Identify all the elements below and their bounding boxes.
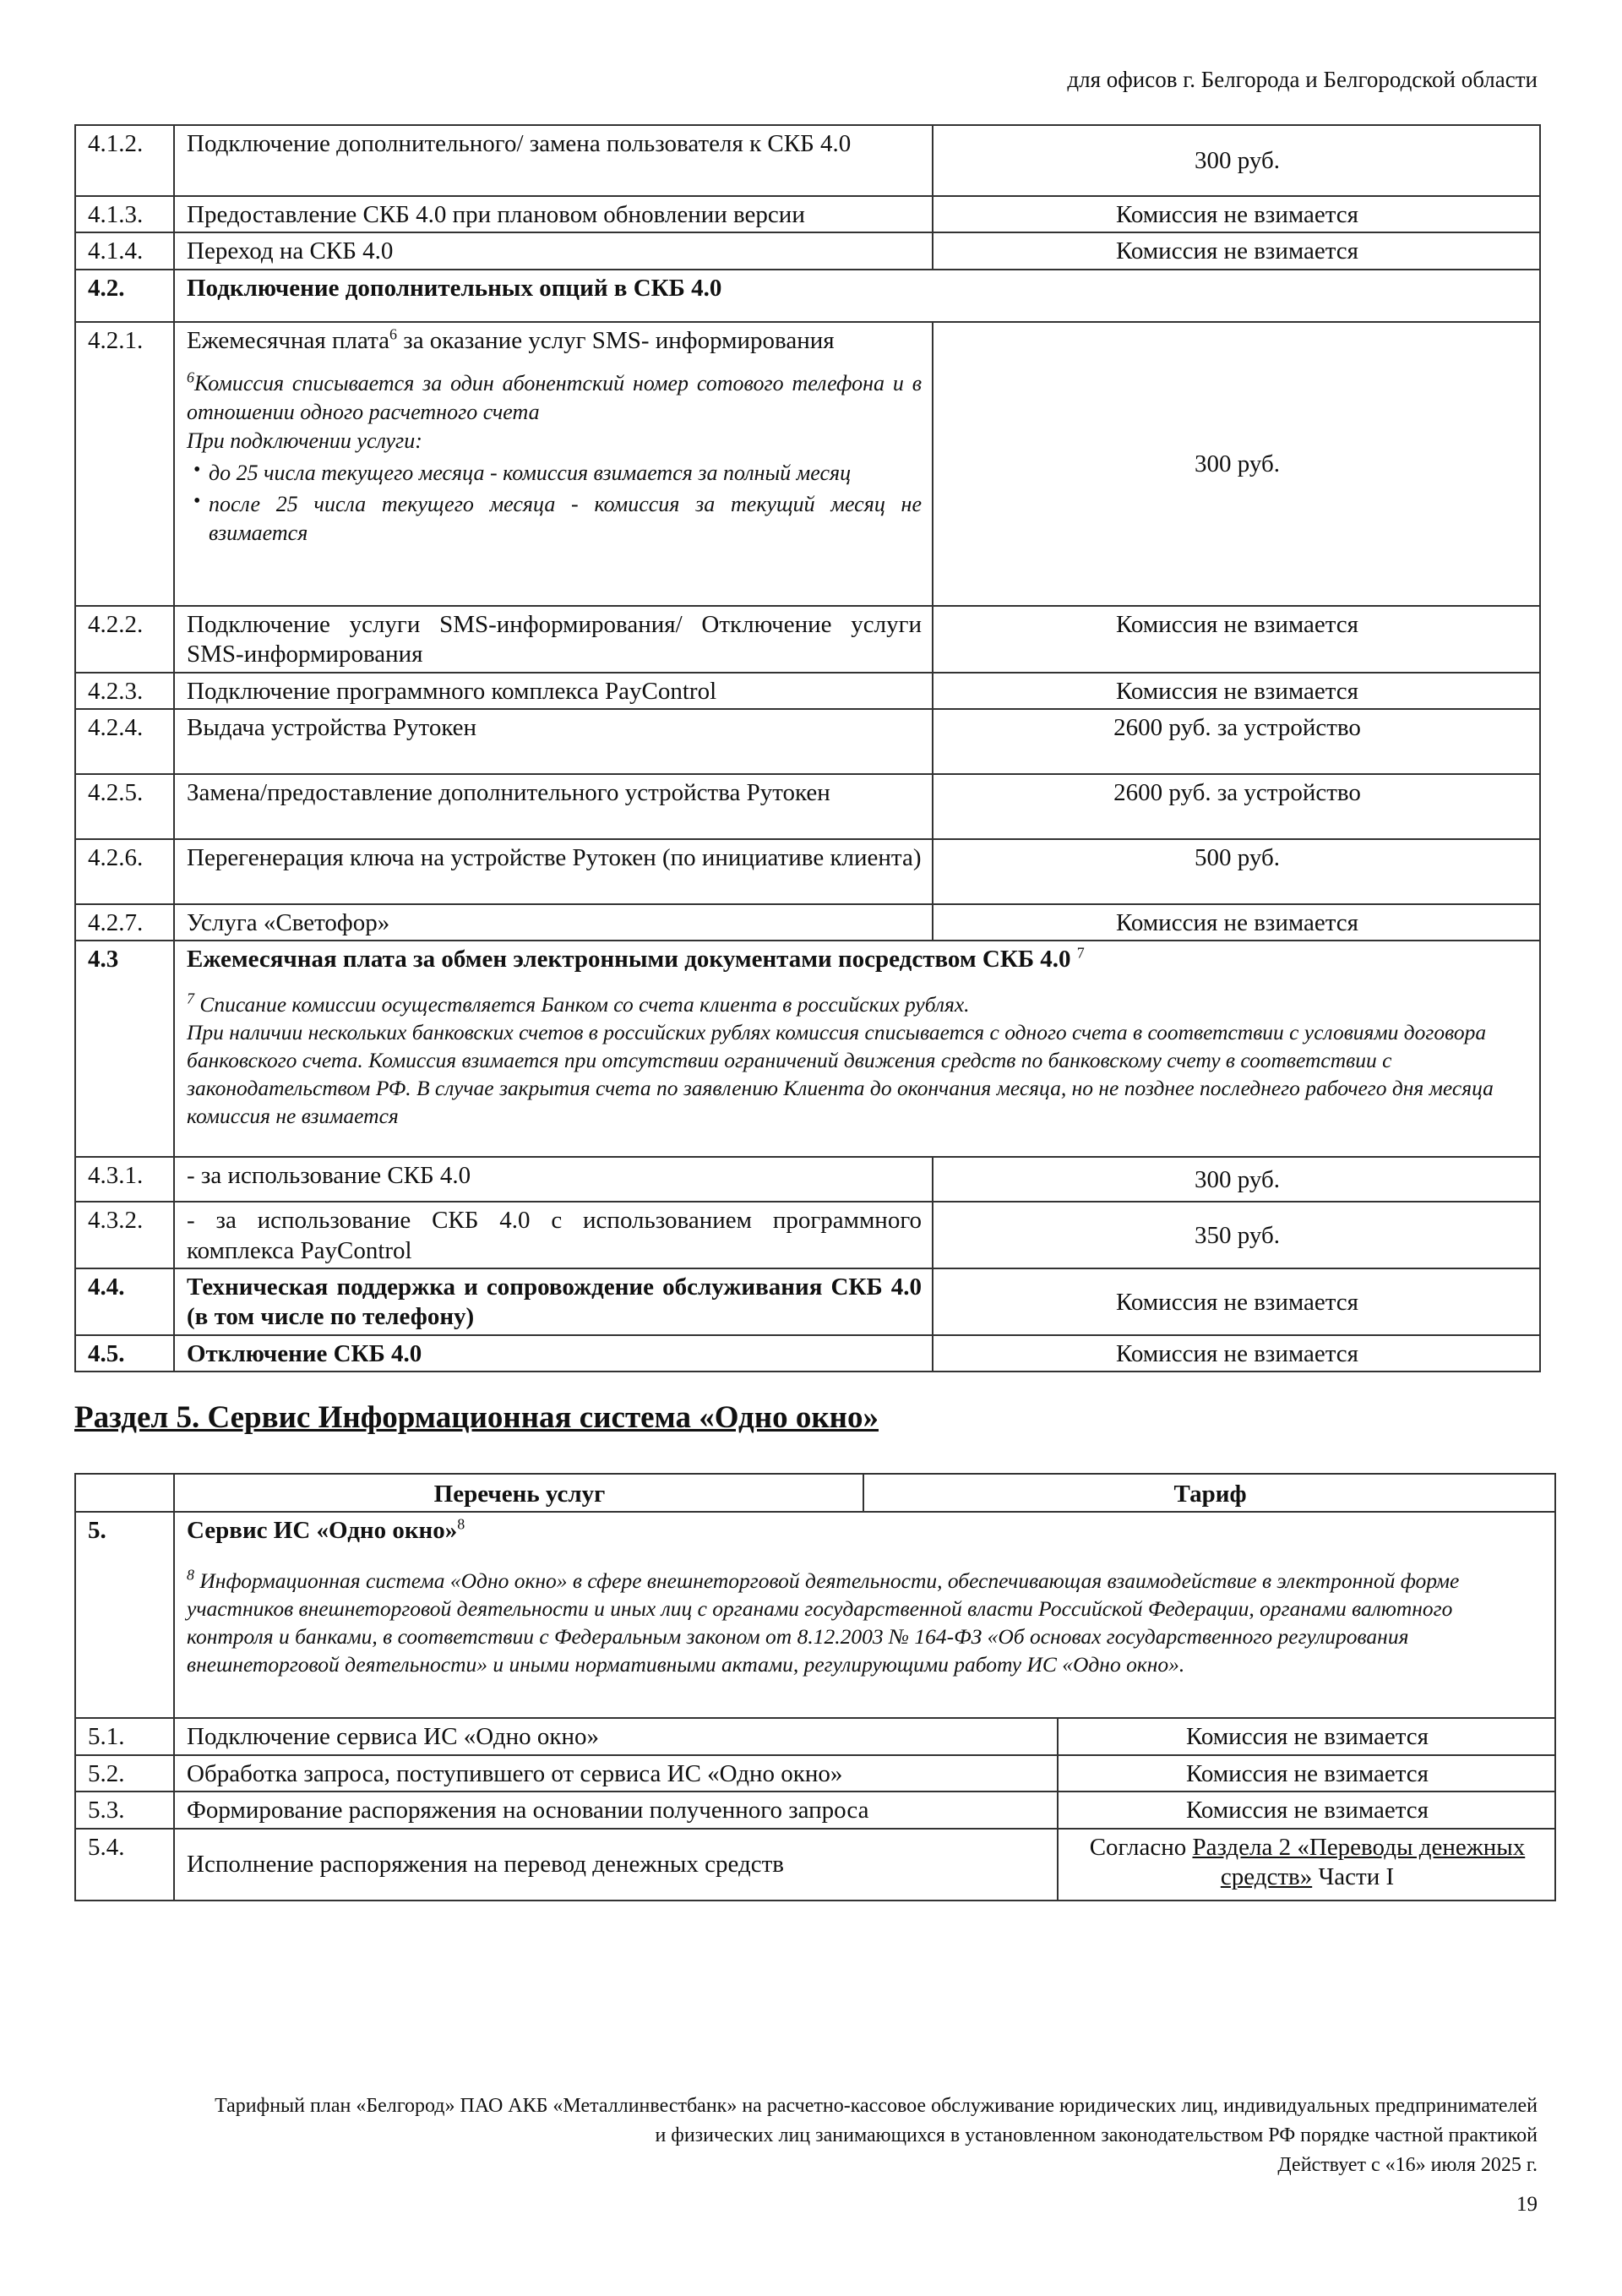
tariff-value: 300 руб.: [933, 1157, 1540, 1202]
table-row: [75, 1755, 1555, 1792]
table-row: [75, 1268, 1540, 1335]
service-name: Предоставление СКБ 4.0 при плановом обновлении версии: [174, 196, 933, 232]
row-number: 5.4.: [75, 1829, 174, 1901]
service-name: Формирование распоряжения на основании полученного запроса: [174, 1792, 1058, 1828]
tariff-value: Согласно Раздела 2 «Переводы денежных средств» Части I: [1058, 1829, 1555, 1901]
group-cell: [174, 1512, 1555, 1718]
column-header-tariff: Тариф: [863, 1474, 1555, 1512]
row-number: 4.3.1.: [75, 1157, 174, 1202]
table-row: [75, 709, 1540, 774]
table-row: [75, 673, 1540, 709]
table-row: [75, 774, 1540, 839]
service-name: Выдача устройства Рутокен: [174, 709, 933, 774]
footer-line: и физических лиц занимающихся в установленном законодательством РФ порядке частной практикой: [655, 2124, 1538, 2146]
row-number: 4.2.5.: [75, 774, 174, 839]
table-row: [75, 270, 1540, 322]
tariff-value: Комиссия не взимается: [1058, 1792, 1555, 1828]
row-number: 4.5.: [75, 1335, 174, 1372]
service-name: Подключение услуги SMS-информирования/ Отключение услуги SMS-информирования: [174, 606, 933, 673]
group-heading: Ежемесячная плата за обмен электронными документами посредством СКБ 4.0 $^7$: [187, 944, 1085, 973]
tariff-value: Комиссия не взимается: [933, 904, 1540, 941]
row-number: 4.4.: [75, 1268, 174, 1335]
footnote-subtitle: При подключении услуги:: [187, 428, 422, 453]
service-name: Техническая поддержка и сопровождение обслуживания СКБ 4.0 (в том числе по телефону): [174, 1268, 933, 1335]
table-row: [75, 1157, 1540, 1202]
row-number: 5.2.: [75, 1755, 174, 1792]
row-number: 4.2.: [75, 270, 174, 322]
row-number: 4.1.2.: [75, 125, 174, 196]
row-number: 5.3.: [75, 1792, 174, 1828]
group-cell: [174, 941, 1540, 1157]
column-header-services: Перечень услуг: [174, 1474, 863, 1512]
table-row: [75, 1792, 1555, 1828]
service-name: Перегенерация ключа на устройстве Рутокен (по инициативе клиента): [174, 839, 933, 904]
service-name: Замена/предоставление дополнительного устройства Рутокен: [174, 774, 933, 839]
row-number: 5.1.: [75, 1718, 174, 1754]
footnote-bullet: • до 25 числа текущего месяца - комиссия взимается за полный месяц: [187, 459, 922, 488]
tariff-value: Комиссия не взимается: [933, 1335, 1540, 1372]
table-row: [75, 1335, 1540, 1372]
tariff-value: 350 руб.: [933, 1202, 1540, 1268]
row-number: 4.2.2.: [75, 606, 174, 673]
footer-line: Тарифный план «Белгород» ПАО АКБ «Металлинвестбанк» на расчетно-кассовое обслуживание юридических лиц, индивидуальных предпринимателей: [215, 2095, 1538, 2117]
tariff-value: Комиссия не взимается: [933, 196, 1540, 232]
row-number: 4.3.2.: [75, 1202, 174, 1268]
tariff-value: Комиссия не взимается: [933, 232, 1540, 269]
footnote-8: $^8$ Информационная система «Одно окно» в сфере внешнеторговой деятельности, обеспечивающая взаимодействие в электронной форме участников внешнеторговой деятельности и иных лиц с органами государственной власти Российской Федерации, органами валютного контроля и банками, в соответствии с Федеральным законом от 8.12.2003 № 164-ФЗ «Об основах государственного регулирования внешнеторговой деятельности» и иными нормативными актами, регулирующими работу ИС «Одно окно».: [187, 1566, 1460, 1677]
footer-date: Действует с «16» июля 2025 г.: [1277, 2153, 1538, 2176]
row-number: 4.2.3.: [75, 673, 174, 709]
table-row: [75, 1829, 1555, 1901]
tariff-table-section-5: [74, 1473, 1556, 1901]
table-row: [75, 839, 1540, 904]
section-2-reference-link[interactable]: Раздела 2 «Переводы денежных средств»: [1192, 1833, 1526, 1890]
table-header-row: [75, 1474, 1555, 1512]
tariff-value: 300 руб.: [933, 125, 1540, 196]
service-name: Исполнение распоряжения на перевод денежных средств: [174, 1829, 1058, 1901]
footnote-7-details: При наличии нескольких банковских счетов в российских рублях комиссия списывается с одного счета в соответствии с условиями договора банковского счета. Комиссия взимается при отсутствии ограничений движения средств по банковскому счету в соответствии с законодательством РФ. В случае закрытия счета по заявлению Клиента до окончания месяца, но не позднее последнего рабочего дня месяца комиссия не взимается: [187, 1019, 1494, 1129]
service-name: Переход на СКБ 4.0: [174, 232, 933, 269]
page-number: 19: [1516, 2193, 1538, 2216]
footnote-bullet: • после 25 числа текущего месяца - комиссия за текущий месяц не взимается: [187, 490, 922, 548]
row-number: 4.2.6.: [75, 839, 174, 904]
service-cell: [174, 322, 933, 606]
footnote-6: $^6$Комиссия списывается за один абонентский номер сотового телефона и в отношении одного расчетного счета: [187, 368, 922, 424]
service-name: Подключение сервиса ИС «Одно окно»: [174, 1718, 1058, 1754]
table-row: [75, 1202, 1540, 1268]
service-name: Подключение дополнительного/ замена пользователя к СКБ 4.0: [174, 125, 933, 196]
row-number: 4.3: [75, 941, 174, 1157]
row-number: 4.2.7.: [75, 904, 174, 941]
tariff-value: Комиссия не взимается: [933, 1268, 1540, 1335]
tariff-value: 300 руб.: [933, 322, 1540, 606]
header-empty-cell: [75, 1474, 174, 1512]
table-row: [75, 322, 1540, 606]
table-row: [75, 232, 1540, 269]
tariff-value: Комиссия не взимается: [933, 606, 1540, 673]
tariff-value: Комиссия не взимается: [1058, 1718, 1555, 1754]
footnote-7: $^7$ Списание комиссии осуществляется Банком со счета клиента в российских рублях.: [187, 990, 970, 1017]
service-name: Подключение программного комплекса PayControl: [174, 673, 933, 709]
page-header: для офисов г. Белгорода и Белгородской области: [1067, 67, 1538, 92]
tariff-value: 500 руб.: [933, 839, 1540, 904]
service-name: Обработка запроса, поступившего от сервиса ИС «Одно окно»: [174, 1755, 1058, 1792]
tariff-table-section-4: [74, 124, 1541, 1372]
row-number: 4.1.4.: [75, 232, 174, 269]
service-name: Ежемесячная плата$^6$ за оказание услуг SMS- информирования: [187, 325, 835, 354]
page-footer: [215, 2091, 1538, 2179]
tariff-value: 2600 руб. за устройство: [933, 709, 1540, 774]
table-row: [75, 941, 1540, 1157]
row-number: 4.2.1.: [75, 322, 174, 606]
table-row: [75, 1512, 1555, 1718]
service-name: - за использование СКБ 4.0: [174, 1157, 933, 1202]
tariff-value: 2600 руб. за устройство: [933, 774, 1540, 839]
service-name: Отключение СКБ 4.0: [174, 1335, 933, 1372]
section-5-title: Раздел 5. Сервис Информационная система «Одно окно»: [74, 1400, 879, 1435]
service-name: Услуга «Светофор»: [174, 904, 933, 941]
table-row: [75, 1718, 1555, 1754]
table-row: [75, 606, 1540, 673]
table-row: [75, 125, 1540, 196]
table-row: [75, 904, 1540, 941]
row-number: 4.1.3.: [75, 196, 174, 232]
tariff-value: Комиссия не взимается: [933, 673, 1540, 709]
tariff-value: Комиссия не взимается: [1058, 1755, 1555, 1792]
table-row: [75, 196, 1540, 232]
group-heading: Подключение дополнительных опций в СКБ 4.0: [174, 270, 1540, 322]
service-name: - за использование СКБ 4.0 с использованием программного комплекса PayControl: [174, 1202, 933, 1268]
row-number: 4.2.4.: [75, 709, 174, 774]
row-number: 5.: [75, 1512, 174, 1718]
group-heading: Сервис ИС «Одно окно»$^8$: [187, 1515, 465, 1545]
